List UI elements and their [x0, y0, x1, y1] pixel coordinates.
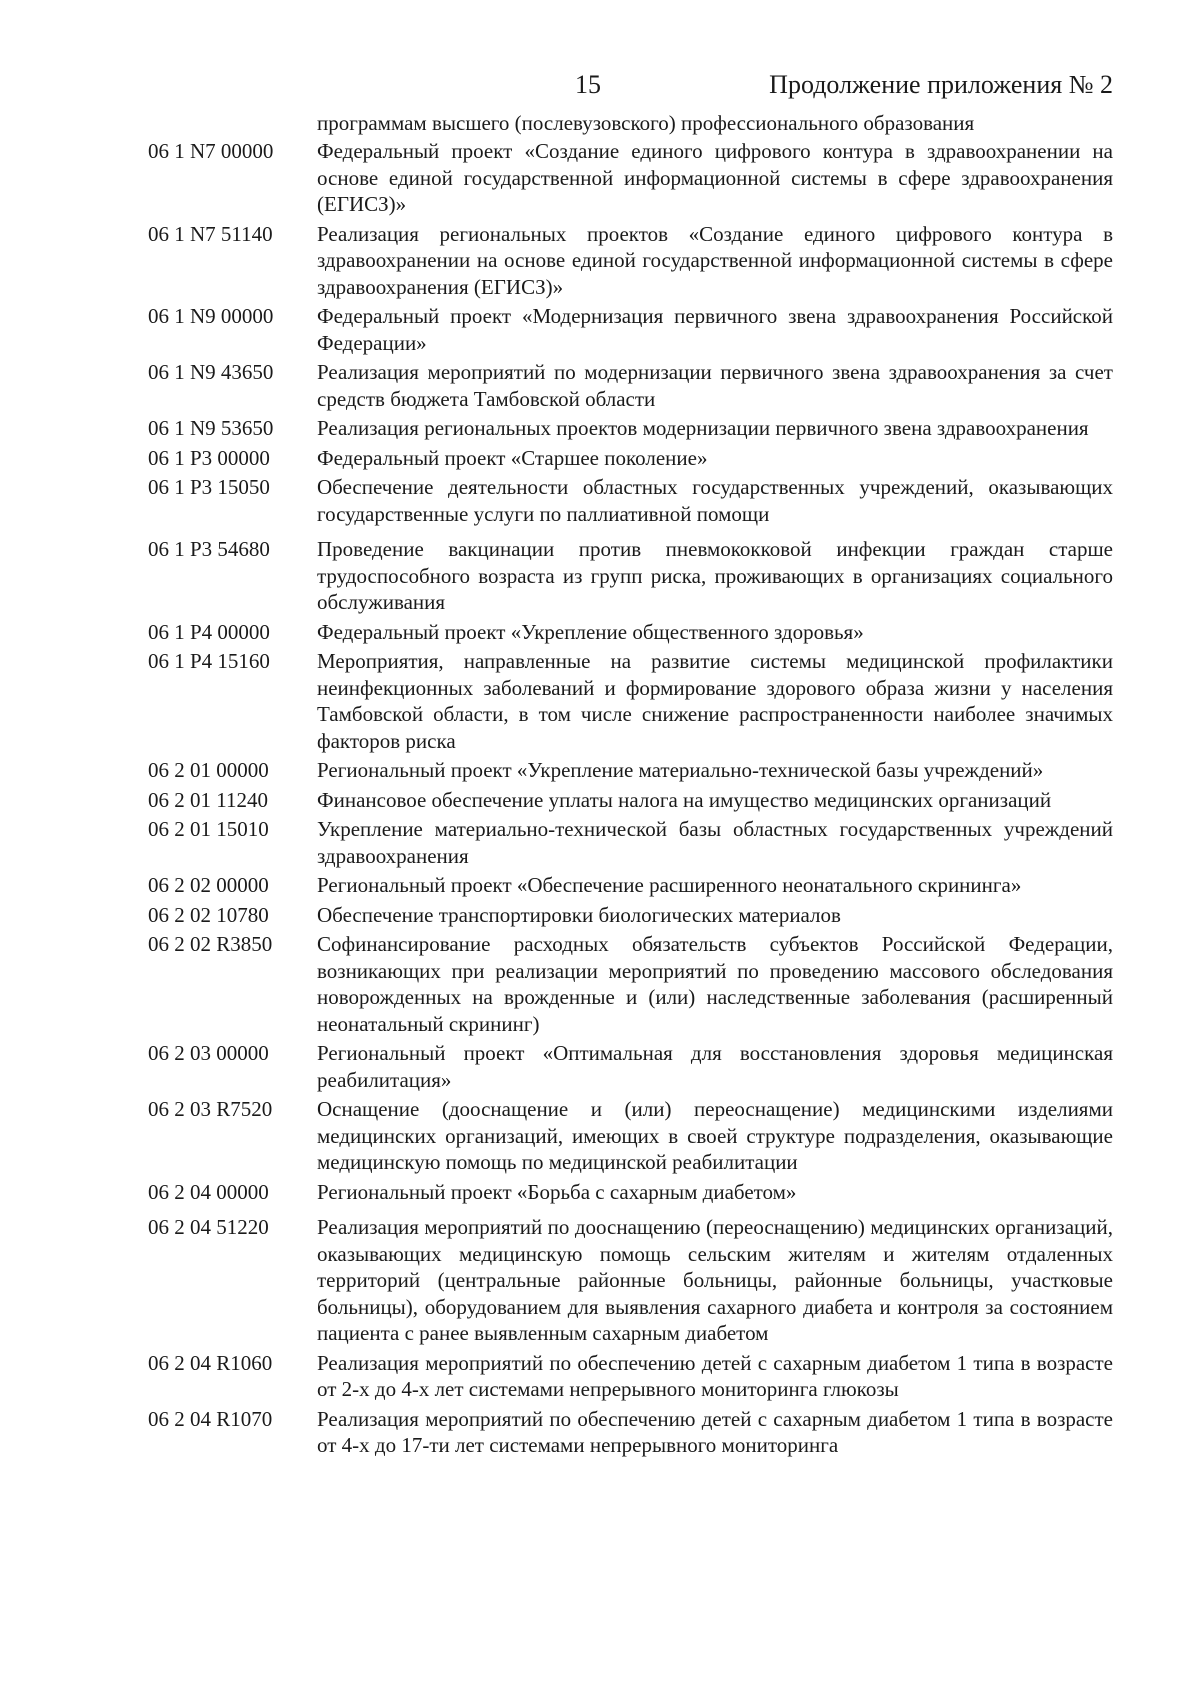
budget-classification-code: 06 1 P4 00000 [148, 619, 270, 644]
code-description: Реализация региональных проектов модернизации первичного звена здравоохранения [317, 416, 1089, 440]
continued-text-line: программам высшего (послевузовского) профессионального образования [317, 111, 975, 135]
code-description: Реализация мероприятий по дооснащению (переоснащению) медицинских организаций, оказывающих медицинскую помощь сельским жителям и жителям отдаленных территорий (центральные районные больницы, районные больницы, участковые больницы), оборудованием для выявления сахарного диабета и контроля за состоянием пациента с ранее выявленным сахарным диабетом [317, 1215, 1113, 1345]
code-row [148, 1040, 1113, 1093]
code-description: Федеральный проект «Старшее поколение» [317, 445, 708, 470]
code-description: Федеральный проект «Создание единого цифрового контура в здравоохранении на основе единой государственной информационной системы в сфере здравоохранения (ЕГИСЗ)» [317, 139, 1113, 216]
code-row [148, 1214, 1113, 1347]
classification-code-list [148, 138, 1113, 1462]
code-row [148, 648, 1113, 754]
budget-classification-code: 06 2 03 00000 [148, 1041, 269, 1065]
code-description: Федеральный проект «Модернизация первичного звена здравоохранения Российской Федерации» [317, 304, 1113, 355]
code-row [148, 1406, 1113, 1459]
code-row [148, 1350, 1113, 1403]
code-row [148, 138, 1113, 218]
budget-classification-code: 06 2 02 00000 [148, 873, 269, 897]
budget-classification-code: 06 1 N7 00000 [148, 139, 274, 163]
budget-classification-code: 06 2 04 51220 [148, 1215, 269, 1239]
page-header [0, 68, 1200, 102]
code-row [148, 303, 1113, 356]
code-row [148, 1179, 1113, 1206]
code-row [148, 787, 1113, 814]
budget-classification-code: 06 2 01 00000 [148, 758, 269, 782]
code-row [148, 536, 1113, 616]
budget-classification-code: 06 1 N9 00000 [148, 304, 274, 328]
code-description: Реализация региональных проектов «Создание единого цифрового контура в здравоохранении на основе единой государственной информационной системы в сфере здравоохранения (ЕГИСЗ)» [317, 221, 1113, 299]
budget-classification-code: 06 2 04 00000 [148, 1179, 269, 1204]
budget-classification-code: 06 2 02 10780 [148, 902, 269, 927]
code-description: Региональный проект «Оптимальная для восстановления здоровья медицинская реабилитация» [317, 1041, 1113, 1092]
budget-classification-code: 06 2 02 R3850 [148, 932, 273, 956]
code-row [148, 474, 1113, 527]
code-description: Реализация мероприятий по обеспечению детей с сахарным диабетом 1 типа в возрасте от 4-х до 17-ти лет системами непрерывного мониторинга [317, 1406, 1113, 1457]
code-row [148, 902, 1113, 929]
code-description: Оснащение (дооснащение и (или) переоснащение) медицинскими изделиями медицинских организаций, имеющих в своей структуре подразделения, оказывающие медицинскую помощь по медицинской реабилитации [317, 1097, 1113, 1174]
appendix-continuation-title: Продолжение приложения № 2 [769, 70, 1113, 99]
code-description: Обеспечение транспортировки биологических материалов [317, 902, 841, 927]
budget-classification-code: 06 1 P3 54680 [148, 537, 270, 561]
code-description: Федеральный проект «Укрепление общественного здоровья» [317, 619, 864, 644]
budget-classification-code: 06 2 04 R1070 [148, 1406, 273, 1431]
code-description: Региональный проект «Борьба с сахарным диабетом» [317, 1179, 797, 1204]
code-description: Мероприятия, направленные на развитие системы медицинской профилактики неинфекционных заболеваний и формирование здорового образа жизни у населения Тамбовской области, в том числе снижение распространенности наиболее значимых факторов риска [317, 649, 1113, 753]
code-row [148, 1096, 1113, 1176]
budget-classification-code: 06 1 P4 15160 [148, 649, 270, 673]
code-description: Проведение вакцинации против пневмококковой инфекции граждан старше трудоспособного возраста из групп риска, проживающих в организациях социального обслуживания [317, 537, 1113, 614]
budget-classification-code: 06 1 P3 15050 [148, 475, 270, 499]
code-row [148, 359, 1113, 412]
code-description: Региональный проект «Обеспечение расширенного неонатального скрининга» [317, 873, 1022, 897]
code-description: Укрепление материально-технической базы областных государственных учреждений здравоохранения [317, 817, 1113, 868]
page-number: 15 [575, 70, 601, 99]
code-description: Реализация мероприятий по обеспечению детей с сахарным диабетом 1 типа в возрасте от 2-х до 4-х лет системами непрерывного мониторинга глюкозы [317, 1350, 1113, 1401]
code-row [148, 445, 1113, 472]
code-description: Финансовое обеспечение уплаты налога на имущество медицинских организаций [317, 787, 1052, 812]
code-row [148, 221, 1113, 301]
budget-classification-code: 06 1 N7 51140 [148, 221, 273, 246]
code-row [148, 816, 1113, 869]
code-row [148, 757, 1113, 784]
budget-classification-code: 06 1 N9 53650 [148, 416, 274, 440]
code-description: Реализация мероприятий по модернизации первичного звена здравоохранения за счет средств бюджета Тамбовской области [317, 360, 1113, 411]
code-row [148, 931, 1113, 1037]
budget-classification-code: 06 1 P3 00000 [148, 445, 270, 470]
budget-classification-code: 06 2 01 11240 [148, 787, 268, 812]
code-row [148, 415, 1113, 442]
code-row [148, 619, 1113, 646]
code-description: Софинансирование расходных обязательств субъектов Российской Федерации, возникающих при реализации мероприятий по проведению массового обследования новорожденных на врожденные и (или) наследственные заболевания (расширенный неонатальный скрининг) [317, 932, 1113, 1036]
budget-classification-code: 06 2 04 R1060 [148, 1350, 273, 1375]
code-row [148, 872, 1113, 899]
budget-classification-code: 06 2 01 15010 [148, 817, 269, 841]
budget-classification-code: 06 2 03 R7520 [148, 1097, 273, 1121]
code-description: Обеспечение деятельности областных государственных учреждений, оказывающих государственные услуги по паллиативной помощи [317, 475, 1113, 526]
code-description: Региональный проект «Укрепление материально-технической базы учреждений» [317, 758, 1044, 782]
budget-classification-code: 06 1 N9 43650 [148, 360, 274, 384]
